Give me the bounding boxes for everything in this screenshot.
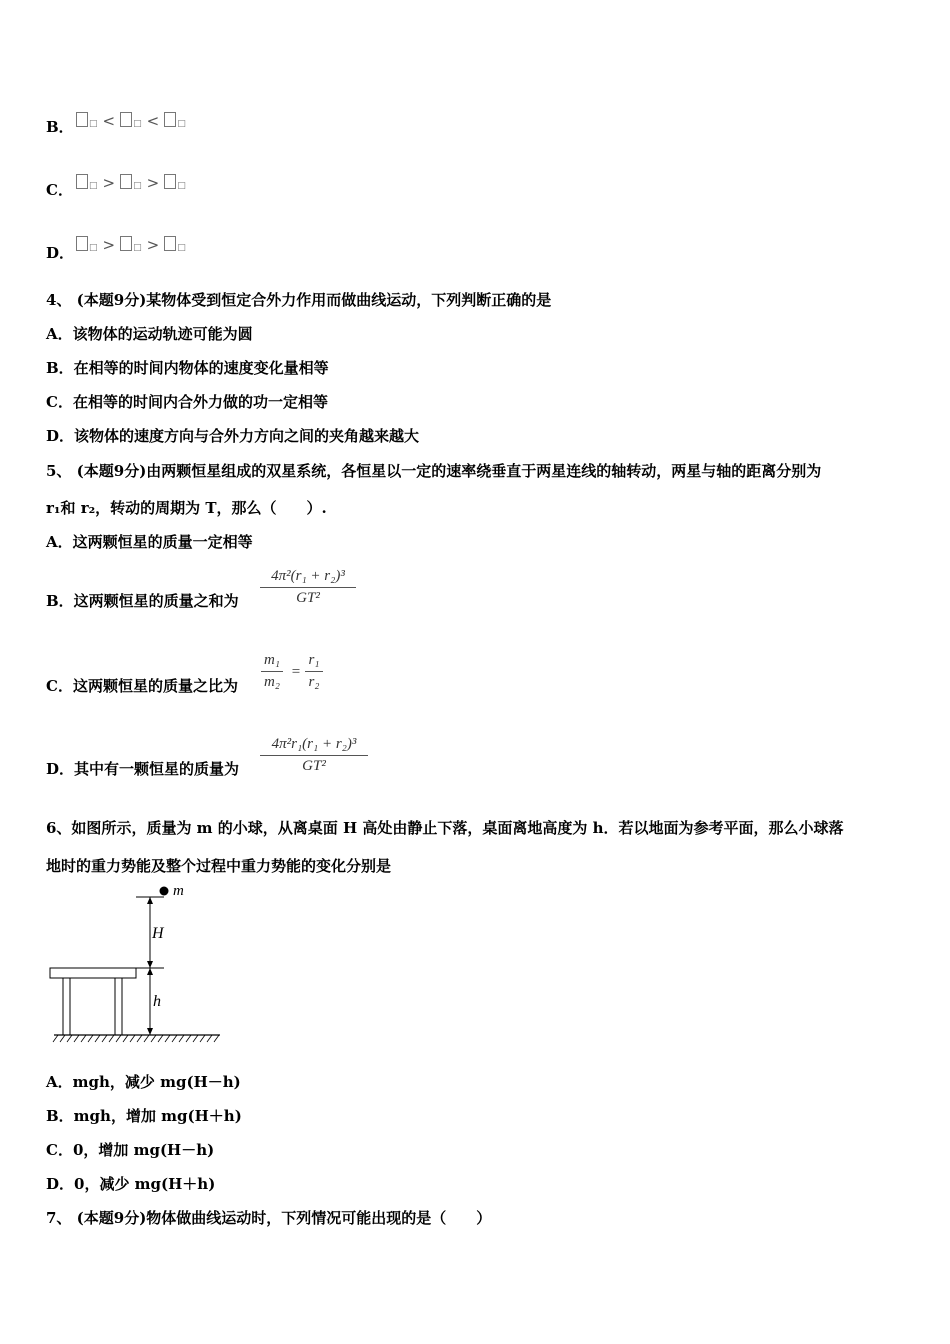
q5-stem-line1: 5、 (本题9分)由两颗恒星组成的双星系统，各恒星以一定的速率绕垂直于两星连线的轴转动，两星与轴的距离分别为 <box>46 462 822 480</box>
q4-option-a: A．该物体的运动轨迹可能为圆 <box>46 325 253 343</box>
q3-option-c-glyphs: □ > □ > □ <box>76 174 186 192</box>
q6-stem-line2: 地时的重力势能及整个过程中重力势能的变化分别是 <box>46 857 392 875</box>
q5-option-a: A．这两颗恒星的质量一定相等 <box>46 533 253 551</box>
q6-option-a: A．mgh，减少 mg(H－h) <box>46 1073 241 1091</box>
q5-option-c: C．这两颗恒星的质量之比为 <box>46 677 238 695</box>
ball-icon <box>160 887 169 896</box>
q3-option-b: B． <box>46 118 74 136</box>
table-leg-left <box>63 978 70 1035</box>
arrow-down-icon <box>147 1028 153 1035</box>
q5-option-d: D．其中有一颗恒星的质量为 <box>46 760 240 778</box>
q5-stem-line2: r₁和 r₂，转动的周期为 T，那么（ ）. <box>46 499 327 517</box>
q3-option-d: D． <box>46 244 75 262</box>
q5-option-b: B．这两颗恒星的质量之和为 <box>46 592 239 610</box>
q3-option-d-glyphs: □ > □ > □ <box>76 236 186 254</box>
arrow-down-icon <box>147 961 153 968</box>
q4-option-d: D．该物体的速度方向与合外力方向之间的夹角越来越大 <box>46 427 420 445</box>
height-h-label: h <box>153 993 161 1010</box>
ball-label: m <box>173 883 184 899</box>
ground-hatching <box>53 1035 219 1042</box>
arrow-up-icon <box>147 897 153 904</box>
q7-stem: 7、 (本题9分)物体做曲线运动时，下列情况可能出现的是（ ） <box>46 1209 492 1227</box>
q4-stem: 4、 (本题9分)某物体受到恒定合外力作用而做曲线运动，下列判断正确的是 <box>46 291 552 309</box>
q6-option-d: D．0，减少 mg(H＋h) <box>46 1175 216 1193</box>
q5-formula-b: 4π²(r₁ + r₂)³ GT² <box>260 568 356 607</box>
q5-formula-c-equals: = <box>291 664 301 680</box>
q3-option-b-glyphs: □ < □ < □ <box>76 112 186 130</box>
q5-formula-c-right: r₁ r₂ <box>305 652 323 691</box>
table-leg-right <box>115 978 122 1035</box>
q5-formula-d: 4π²r₁(r₁ + r₂)³ GT² <box>260 736 368 775</box>
q5-formula-c-left: m₁ m₂ <box>261 652 283 691</box>
height-H-label: H <box>152 925 164 942</box>
q3-option-c: C． <box>46 181 73 199</box>
q6-stem-line1: 6、如图所示，质量为 m 的小球，从离桌面 H 高处由静止下落，桌面离地高度为 h．若以地面为参考平面，那么小球落 <box>46 819 844 837</box>
table-top <box>50 968 136 978</box>
falling-ball-figure <box>40 876 240 1048</box>
q6-option-c: C．0，增加 mg(H－h) <box>46 1141 215 1159</box>
q4-option-b: B．在相等的时间内物体的速度变化量相等 <box>46 359 329 377</box>
q6-option-b: B．mgh，增加 mg(H＋h) <box>46 1107 242 1125</box>
arrow-up-icon <box>147 968 153 975</box>
q4-option-c: C．在相等的时间内合外力做的功一定相等 <box>46 393 328 411</box>
